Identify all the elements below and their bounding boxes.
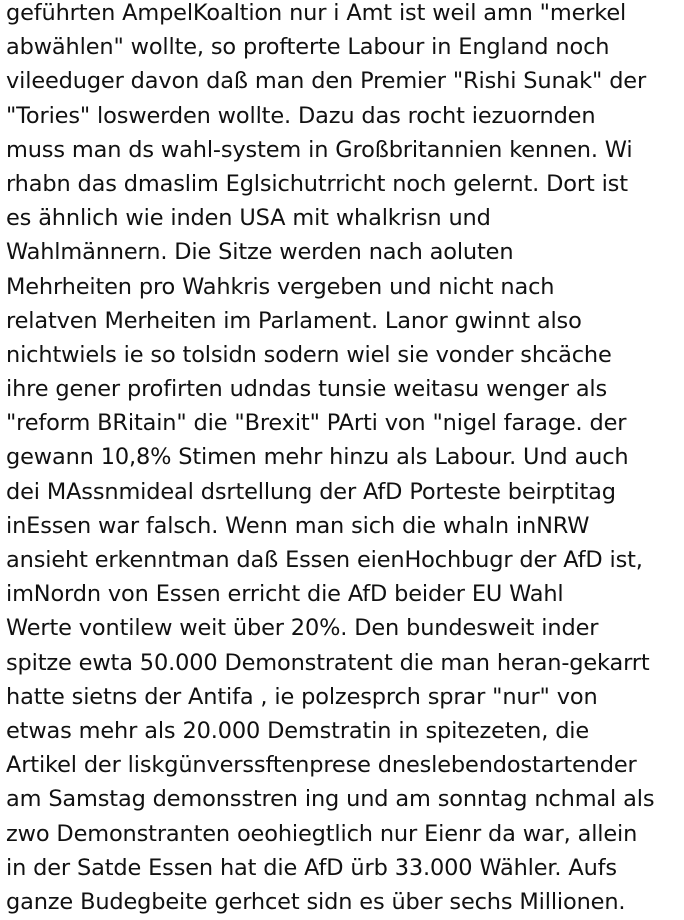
text-line: Mehrheiten pro Wahkris vergeben und nicht nach — [6, 273, 555, 300]
text-line: etwas mehr als 20.000 Demstratin in spitezeten, die — [6, 717, 590, 744]
text-line: am Samstag demonsstren ing und am sonntag nchmal als — [6, 786, 655, 813]
text-line: Wahlmännern. Die Sitze werden nach aoluten — [6, 239, 514, 266]
text-line: "reform BRitain" die "Brexit" PArti von "nigel farage. der — [6, 410, 627, 437]
text-line: in der Satde Essen hat die AfD ürb 33.000 Wähler. Aufs — [6, 854, 617, 881]
text-line: hatte sietns der Antifa , ie polzesprch sprar "nur" von — [6, 683, 598, 710]
text-line: vileeduger davon daß man den Premier "Rishi Sunak" der — [6, 68, 647, 95]
text-line: dei MAssnmideal dsrtellung der AfD Porteste beirptitag — [6, 478, 616, 505]
text-line: nichtwiels ie so tolsidn sodern wiel sie vonder shcäche — [6, 341, 612, 368]
text-line: geführten AmpelKoaltion nur i Amt ist weil amn "merkel — [6, 0, 627, 26]
text-line: gewann 10,8% Stimen mehr hinzu als Labour. Und auch — [6, 444, 629, 471]
text-line: ihre gener profirten udndas tunsie weitasu wenger als — [6, 376, 608, 403]
text-line: ansieht erkenntman daß Essen eienHochbugr der AfD ist, — [6, 547, 643, 573]
text-line: muss man ds wahl-system in Großbritannien kennen. Wi — [6, 136, 633, 163]
body-text — [6, 0, 682, 919]
text-line: imNordn von Essen erricht die AfD beider EU Wahl — [6, 581, 564, 608]
text-line: inEssen war falsch. Wenn man sich die whaln inNRW — [6, 512, 590, 539]
text-line: Werte vontilew weit über 20%. Den bundesweit inder — [6, 615, 599, 642]
text-line: "Tories" loswerden wollte. Dazu das rocht iezuornden — [6, 102, 596, 129]
text-line: es ähnlich wie inden USA mit whalkrisn und — [6, 205, 491, 232]
text-line: abwählen" wollte, so profterte Labour in England noch — [6, 34, 610, 61]
text-line: Artikel der liskgünverssftenprese dneslebendostartender — [6, 752, 637, 779]
text-line: spitze ewta 50.000 Demonstratent die man heran-gekarrt — [6, 649, 650, 676]
text-line: ganze Budegbeite gerhcet sidn es über sechs Millionen. — [6, 888, 626, 915]
text-line: relatven Merheiten im Parlament. Lanor gwinnt also — [6, 307, 582, 334]
text-line: rhabn das dmaslim Eglsichutrricht noch gelernt. Dort ist — [6, 170, 628, 197]
text-line: zwo Demonstranten oeohiegtlich nur Eienr da war, allein — [6, 820, 638, 847]
